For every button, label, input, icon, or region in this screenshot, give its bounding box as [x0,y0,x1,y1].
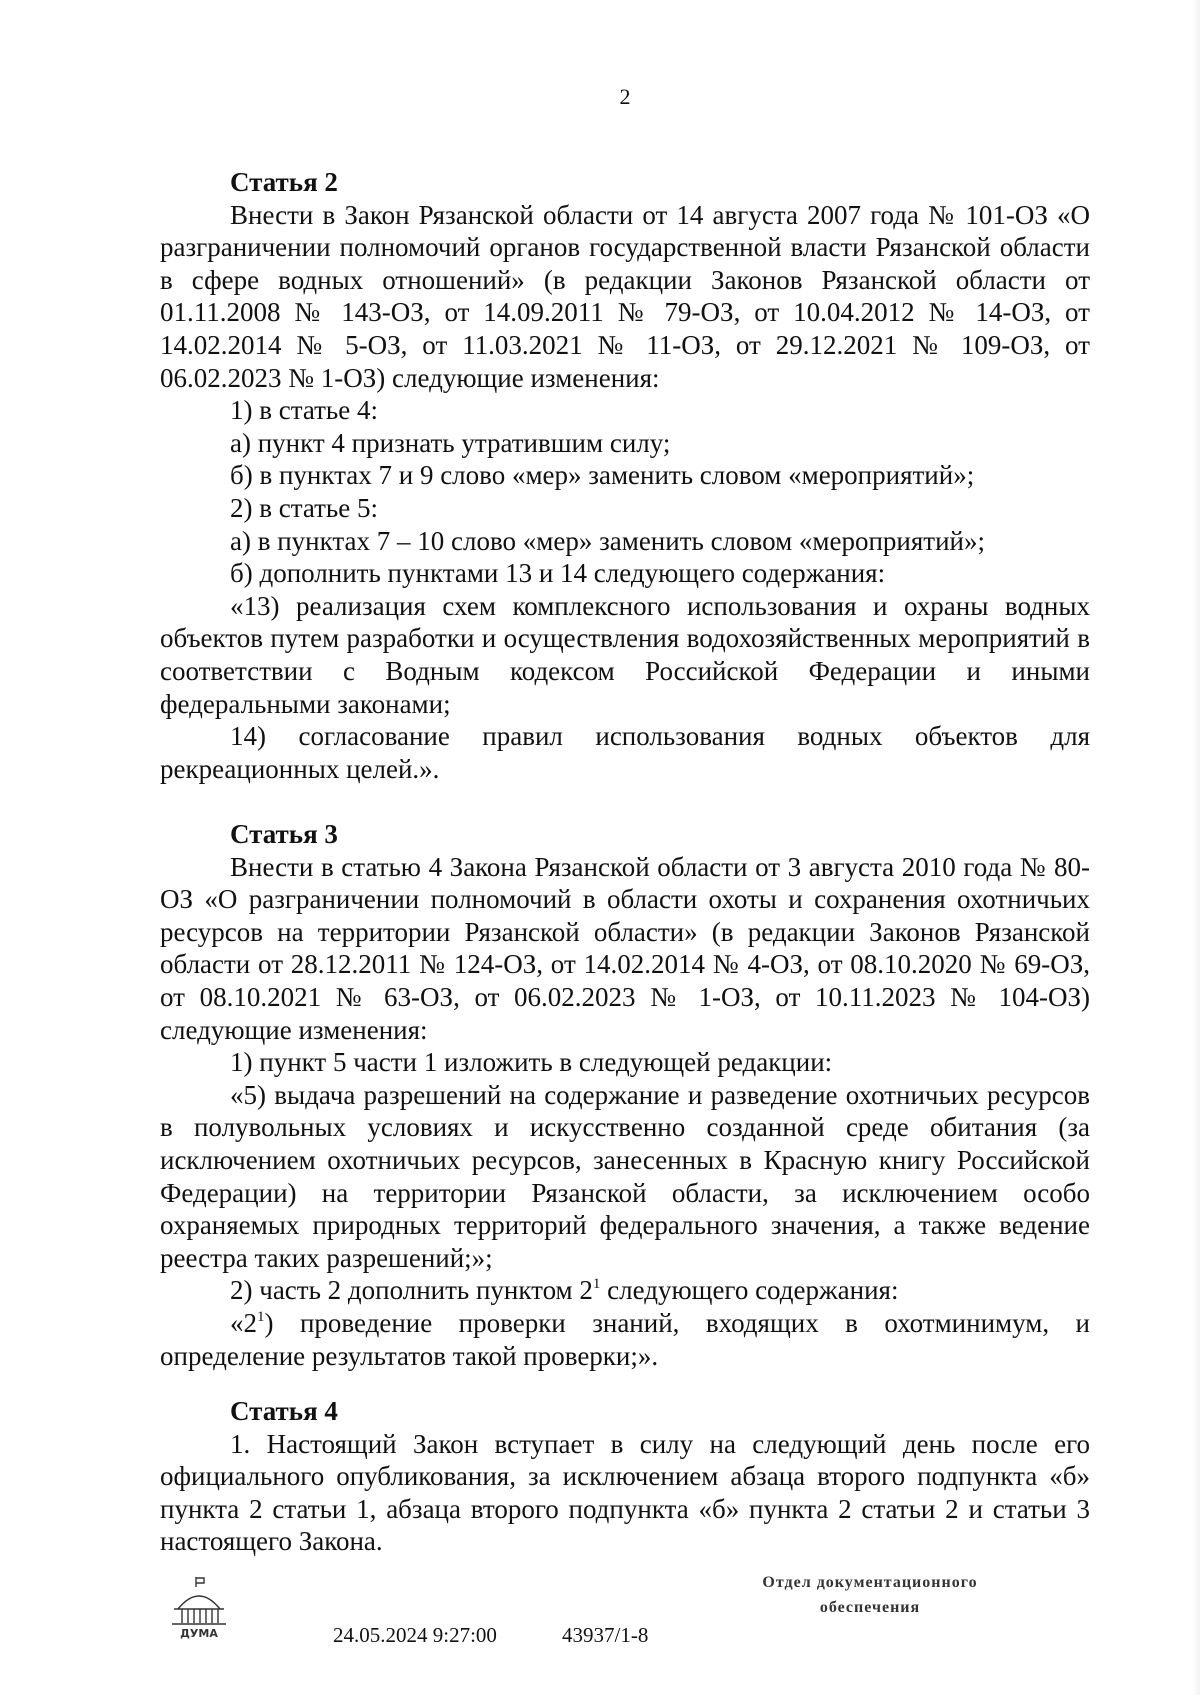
article-heading: Статья 2 [230,167,338,197]
article-heading: Статья 4 [230,1396,338,1426]
article-paragraph: Внести в статью 4 Закона Рязанской области от 3 августа 2010 года № 80-ОЗ «О разграничении полномочий в области охоты и сохранения охотничьих ресурсов на территории Рязанской области» (в редакции Законов Рязанской области от 28.12.2011 № 124-ОЗ, от 14.02.2014 № 4-ОЗ, от 08.10.2020 № 69-ОЗ, от 08.10.2021 № 63-ОЗ, от 06.02.2023 № 1-ОЗ, от 10.11.2023 № 104-ОЗ) следующие изменения: [160,851,1090,1045]
text-fragment: 2) часть 2 дополнить пунктом 2 [230,1275,593,1306]
text-fragment: следующего содержания: [600,1275,899,1306]
article-heading: Статья 3 [230,819,338,849]
article-paragraph: 2) в статье 5: [230,492,378,523]
article-paragraph: «13) реализация схем комплексного использования и охраны водных объектов путем разработки и осуществления водохозяйственных мероприятий в соответствии с Водным кодексом Российской Федерации и иными федеральными законами; [160,590,1090,719]
article-paragraph: б) в пунктах 7 и 9 слово «мер» заменить словом «мероприятий»; [230,460,975,491]
article-3 [160,818,1090,1372]
text-fragment: «2 [230,1307,257,1338]
logo-caption: ДУМА [180,1627,218,1640]
text-fragment: ) проведение проверки знаний, входящих в охотминимум, и определение результатов такой проверки;». [160,1307,1090,1371]
article-paragraph: а) пункт 4 признать утратившим силу; [230,427,671,458]
article-paragraph: 1. Настоящий Закон вступает в силу на следующий день после его официального опубликования, за исключением абзаца второго подпункта «б» пункта 2 статьи 1, абзаца второго подпункта «б» пункта 2 статьи 2 и статьи 3 настоящего Закона. [160,1428,1090,1557]
stamp-line: Отдел документационного [762,1574,978,1591]
article-paragraph: б) дополнить пунктами 13 и 14 следующего содержания: [230,558,886,589]
stamp-line: обеспечения [819,1599,921,1616]
scan-edge [1192,0,1200,1695]
article-paragraph: Внести в Закон Рязанской области от 14 августа 2007 года № 101-ОЗ «О разграничении полномочий органов государственной власти Рязанской области в сфере водных отношений» (в редакции Законов Рязанской области от 01.11.2008 № 143-ОЗ, от 14.09.2011 № 79-ОЗ, от 10.04.2012 № 14-ОЗ, от 14.02.2014 № 5-ОЗ, от 11.03.2021 № 11-ОЗ, от 29.12.2021 № 109-ОЗ, от 06.02.2023 № 1-ОЗ) следующие изменения: [160,199,1090,393]
page-number: 2 [619,84,631,109]
superscript: 1 [257,1308,265,1325]
footer-date: 24.05.2024 9:27:00 [333,1623,497,1647]
article-4 [160,1395,1090,1558]
article-paragraph: а) в пунктах 7 – 10 слово «мер» заменить словом «мероприятий»; [230,525,985,556]
article-paragraph: 14) согласование правил использования водных объектов для рекреационных целей.». [160,721,1090,784]
article-paragraph: 1) в статье 4: [230,395,378,426]
article-paragraph [160,1307,1090,1372]
article-2 [160,166,1090,785]
article-paragraph: 1) пункт 5 части 1 изложить в следующей редакции: [230,1047,833,1078]
duma-logo [168,1575,230,1641]
article-paragraph [160,1274,1090,1307]
article-paragraph: «5) выдача разрешений на содержание и разведение охотничьих ресурсов в полувольных условиях и искусственно созданной среде обитания (за исключением охотничьих ресурсов, занесенных в Красную книгу Российской Федерации) на территории Рязанской области, за исключением особо охраняемых природных территорий федерального значения, а также ведение реестра таких разрешений;»; [160,1079,1090,1273]
department-stamp [720,1570,1020,1620]
superscript: 1 [592,1276,601,1293]
footer-reg-number: 43937/1-8 [562,1623,649,1647]
